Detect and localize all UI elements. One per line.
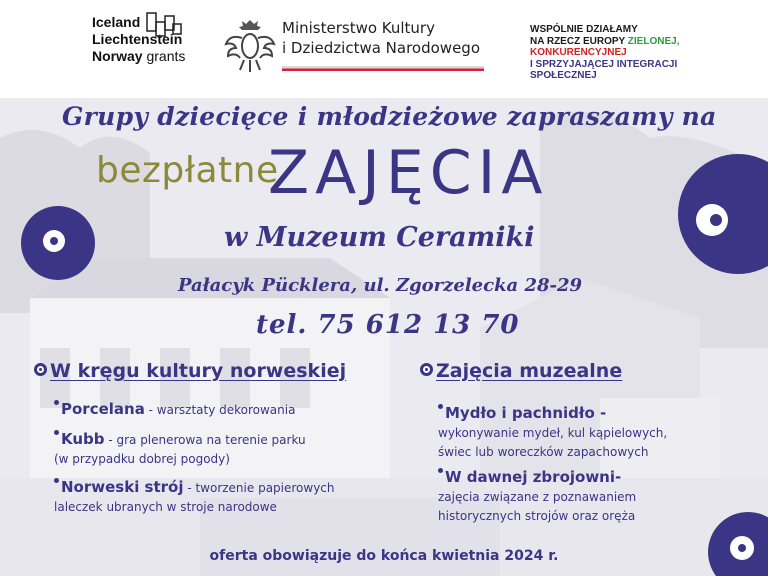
partner-header [0,0,768,98]
activity-desc-2: laleczek ubranych w stroje narodowe [54,500,277,514]
activity-name: W dawnej zbrojowni- [445,468,622,486]
activity-porcelain [54,400,295,420]
europe-line-3: KONKURENCYJNEJ [530,47,627,58]
phone-number: tel. 75 612 13 70 [256,310,520,340]
ministry-logo [224,12,486,84]
offer-validity-note: oferta obowiązuje do końca kwietnia 2024 r. [209,548,559,564]
address: Pałacyk Pücklera, ul. Zgorzelecka 28-29 [178,275,583,296]
museum-name: w Muzeum Ceramiki [224,222,535,253]
activity-desc: zajęcia związane z poznawaniem [438,490,637,504]
activity-name: Mydło i pachnidło - [445,404,607,422]
ministry-line-1: Ministerstwo Kultury [282,19,435,37]
activity-desc: - gra plenerowa na terenie parku [104,433,306,447]
grants-line-3: Norway [92,48,143,64]
ministry-line-2: i Dziedzictwa Narodowego [282,39,480,57]
decorative-circle-bottom [704,508,768,576]
section-bullet-icon [420,363,433,376]
decorative-circle-right [676,150,768,280]
europe-slogan [530,24,679,82]
grants-grid-icon [146,12,182,40]
free-label: bezpłatne [96,150,279,191]
activity-name: Kubb [61,430,105,448]
eea-grants-logo [92,14,185,65]
bullet-icon [54,400,59,405]
activity-desc-2: (w przypadku dobrej pogody) [54,452,230,466]
main-title: ZAJĘCIA [268,138,549,208]
europe-line-2a: NA RZECZ EUROPY [530,35,628,47]
activity-soap [438,404,667,462]
grants-line-1: Iceland [92,14,141,30]
flag-bar [282,66,484,71]
grants-line-2: Liechtenstein [92,31,183,47]
decorative-circle-left [20,205,96,281]
section-title-right: Zajęcia muzealne [436,360,623,382]
activity-name: Porcelana [61,400,145,418]
activity-norwegian-costume [54,478,335,517]
europe-line-2b: ZIELONEJ, [627,35,680,47]
activity-name: Norweski strój [61,478,184,496]
eagle-emblem-icon [224,16,276,78]
section-norwegian-culture [34,360,346,382]
europe-line-5: SPOŁECZNEJ [530,70,597,81]
section-bullet-icon [34,363,47,376]
intro-heading: Grupy dziecięce i młodzieżowe zapraszamy na [62,102,717,131]
bullet-icon [54,478,59,483]
grants-line-3-light: grants [142,48,186,64]
activity-desc: - warsztaty dekorowania [144,403,296,417]
europe-line-4: I SPRZYJAJĄCEJ INTEGRACJI [530,58,678,70]
section-title-left: W kręgu kultury norweskiej [50,360,347,382]
bullet-icon [54,430,59,435]
bullet-icon [438,404,443,409]
section-museum-classes [420,360,622,382]
activity-desc: wykonywanie mydeł, kul kąpielowych, [438,426,668,440]
europe-line-1: WSPÓLNIE DZIAŁAMY [530,24,638,35]
activity-desc-2: świec lub woreczków zapachowych [438,445,649,459]
activity-desc: - tworzenie papierowych [183,481,335,495]
bullet-icon [438,468,443,473]
activity-kubb [54,430,306,469]
activity-armory [438,468,636,526]
activity-desc-2: historycznych strojów oraz oręża [438,509,636,523]
